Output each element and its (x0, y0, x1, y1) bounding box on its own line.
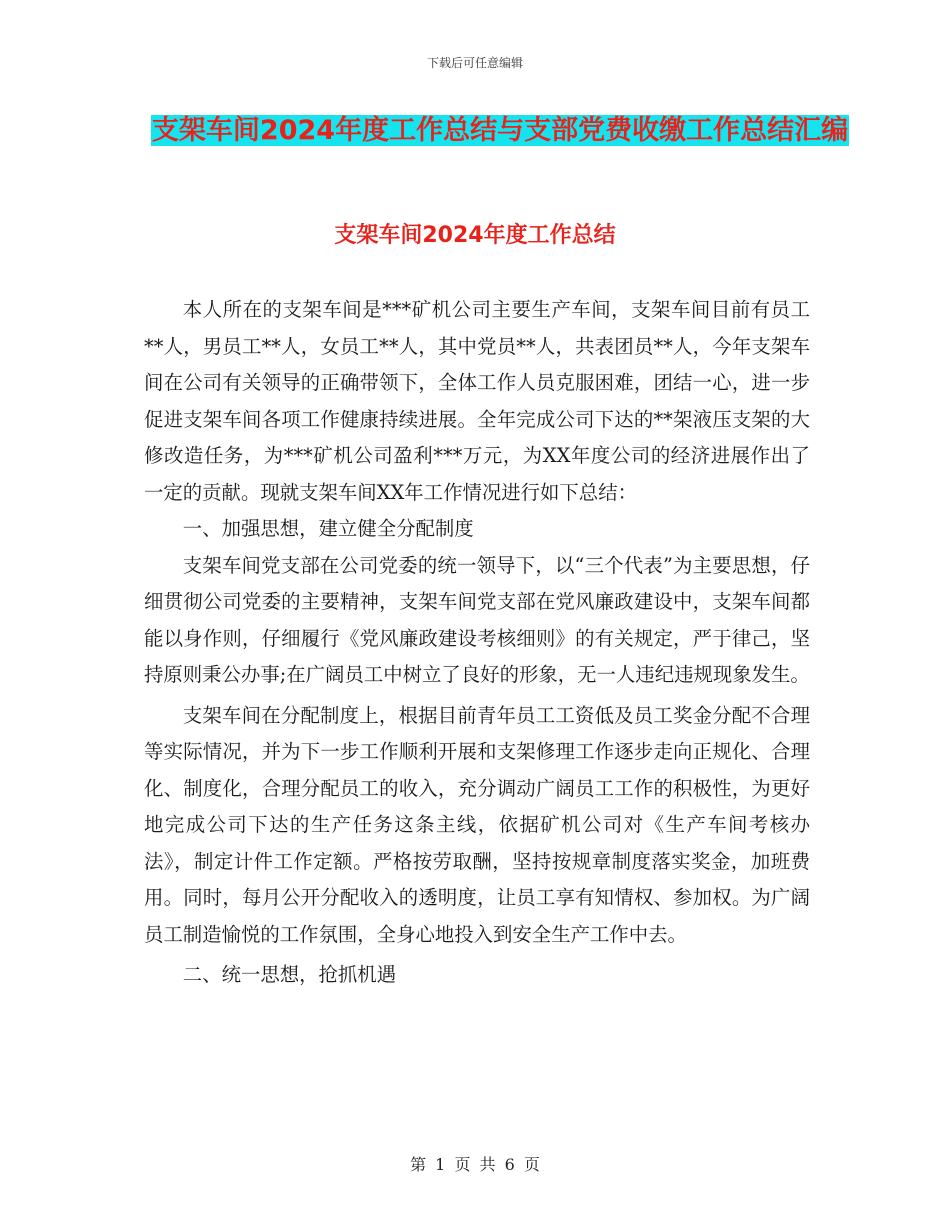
document-body (144, 292, 810, 994)
paragraph-intro: 本人所在的支架车间是***矿机公司主要生产车间，支架车间目前有员工**人，男员工**人，女员工**人，其中党员**人，共表团员**人，今年支架车间在公司有关领导的正确带领下，全体工作人员克服困难，团结一心，进一步促进支架车间各项工作健康持续进展。全年完成公司下达的**架液压支架的大修改造任务，为***矿机公司盈利***万元，为XX年度公司的经济进展作出了一定的贡献。现就支架车间XX年工作情况进行如下总结： (144, 298, 810, 504)
paragraph-party-branch: 支架车间党支部在公司党委的统一领导下，以“三个代表”为主要思想，仔细贯彻公司党委的主要精神，支架车间党支部在党风廉政建设中，支架车间都能以身作则，仔细履行《党风廉政建设考核细则》的有关规定，严于律己，坚持原则秉公办事;在广阔员工中树立了良好的形象，无一人违纪违规现象发生。 (144, 553, 810, 686)
heading-section-2: 二、统一思想，抢抓机遇 (182, 963, 397, 986)
paragraph-distribution: 支架车间在分配制度上，根据目前青年员工工资低及员工奖金分配不合理等实际情况，并为下一步工作顺利开展和支架修理工作逐步走向正规化、合理化、制度化，合理分配员工的收入，充分调动广阔员工工作的积极性，为更好地完成公司下达的生产任务这条主线，依据矿机公司对《生产车间考核办法》，制定计件工作定额。严格按劳取酬，坚持按规章制度落实奖金，加班费用。同时，每月公开分配收入的透明度，让员工享有知情权、参加权。为广阔员工制造愉悦的工作氛围，全身心地投入到安全生产工作中去。 (144, 703, 810, 946)
document-title (140, 108, 860, 154)
document-title-text: 支架车间2024年度工作总结与支部党费收缴工作总结汇编 (151, 115, 849, 146)
page-header-note: 下载后可任意编辑 (426, 56, 523, 70)
page-number-footer: 第 1 页 共 6 页 (410, 1155, 540, 1174)
section-title: 支架车间2024年度工作总结 (334, 223, 616, 248)
heading-section-1: 一、加强思想，建立健全分配制度 (182, 517, 474, 540)
